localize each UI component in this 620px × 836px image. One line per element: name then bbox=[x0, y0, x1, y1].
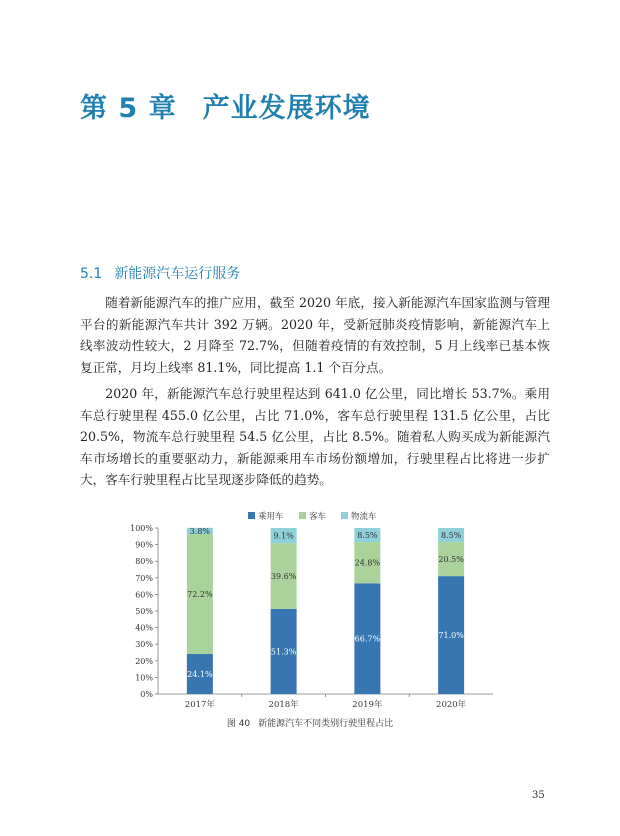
legend-swatch-1 bbox=[248, 512, 255, 519]
y-tick-label: 40% bbox=[135, 623, 153, 633]
y-tick-label: 50% bbox=[135, 607, 153, 616]
section-name: 新能源汽车运行服务 bbox=[114, 266, 241, 282]
y-tick-label: 80% bbox=[135, 557, 153, 567]
chapter-name: 产业发展环境 bbox=[202, 93, 371, 124]
legend-label-3: 物流车 bbox=[351, 512, 377, 522]
x-tick-label: 2020年 bbox=[436, 700, 467, 710]
x-tick-label: 2017年 bbox=[184, 700, 215, 710]
figure-caption-text: 新能源汽车不同类别行驶里程占比 bbox=[258, 719, 394, 729]
data-label: 51.3% bbox=[270, 647, 297, 657]
figure-caption bbox=[0, 716, 620, 729]
data-label: 39.6% bbox=[270, 571, 297, 581]
chapter-title bbox=[80, 86, 371, 125]
y-tick-label: 20% bbox=[135, 656, 153, 666]
chapter-number: 第 5 章 bbox=[80, 93, 177, 124]
data-label: 8.5% bbox=[357, 531, 378, 541]
data-label: 20.5% bbox=[438, 555, 464, 565]
legend-swatch-3 bbox=[341, 512, 348, 519]
data-label: 24.8% bbox=[354, 558, 381, 568]
data-label: 8.5% bbox=[440, 531, 462, 541]
y-tick-label: 90% bbox=[135, 540, 153, 550]
figure-number: 图 40 bbox=[226, 719, 251, 729]
paragraph-2: 2020 年，新能源汽车总行驶里程达到 641.0 亿公里，同比增长 53.7%。乘用车总行驶里程 455.0 亿公里，占比 71.0%，客车总行驶里程 131.5 亿公里，占比 20.5%，物流车总行驶里程 54.5 亿公里，占比 8.5%。随着私人购买成为新能源汽车市场增长的重要驱动力，新能源乘用车市场份额增加，行驶里程占比将进一步扩大，客车行驶里程占比呈现逐步降低的趋势。 bbox=[80, 386, 550, 488]
x-tick-label: 2019年 bbox=[352, 700, 383, 710]
section-title bbox=[80, 263, 240, 283]
legend-label-1: 乘用车 bbox=[258, 512, 284, 522]
y-tick-label: 60% bbox=[135, 590, 153, 600]
y-tick-label: 100% bbox=[130, 524, 153, 533]
x-tick-label: 2018年 bbox=[268, 700, 299, 710]
stacked-bar-chart bbox=[120, 506, 500, 711]
page-number: 35 bbox=[532, 790, 545, 801]
data-label: 66.7% bbox=[354, 634, 381, 644]
section-number: 5.1 bbox=[80, 266, 103, 282]
y-tick-label: 30% bbox=[135, 640, 153, 650]
data-label: 3.8% bbox=[189, 526, 211, 536]
data-label: 71.0% bbox=[438, 631, 464, 641]
data-label: 72.2% bbox=[187, 590, 213, 600]
y-tick-label: 10% bbox=[135, 673, 153, 683]
legend-label-2: 客车 bbox=[309, 512, 327, 522]
y-tick-label: 70% bbox=[135, 573, 153, 583]
data-label: 24.1% bbox=[187, 669, 213, 679]
data-label: 9.1% bbox=[273, 531, 294, 541]
paragraph-1: 随着新能源汽车的推广应用，截至 2020 年底，接入新能源汽车国家监测与管理平台的新能源汽车共计 392 万辆。2020 年，受新冠肺炎疫情影响，新能源汽车上线率波动性较大，2 月降至 72.7%，但随着疫情的有效控制，5 月上线率已基本恢复正常，月均上线率 81.1%，同比提高 1.1 个百分点。 bbox=[80, 295, 550, 375]
y-tick-label: 0% bbox=[140, 690, 153, 699]
legend-swatch-2 bbox=[299, 512, 306, 519]
